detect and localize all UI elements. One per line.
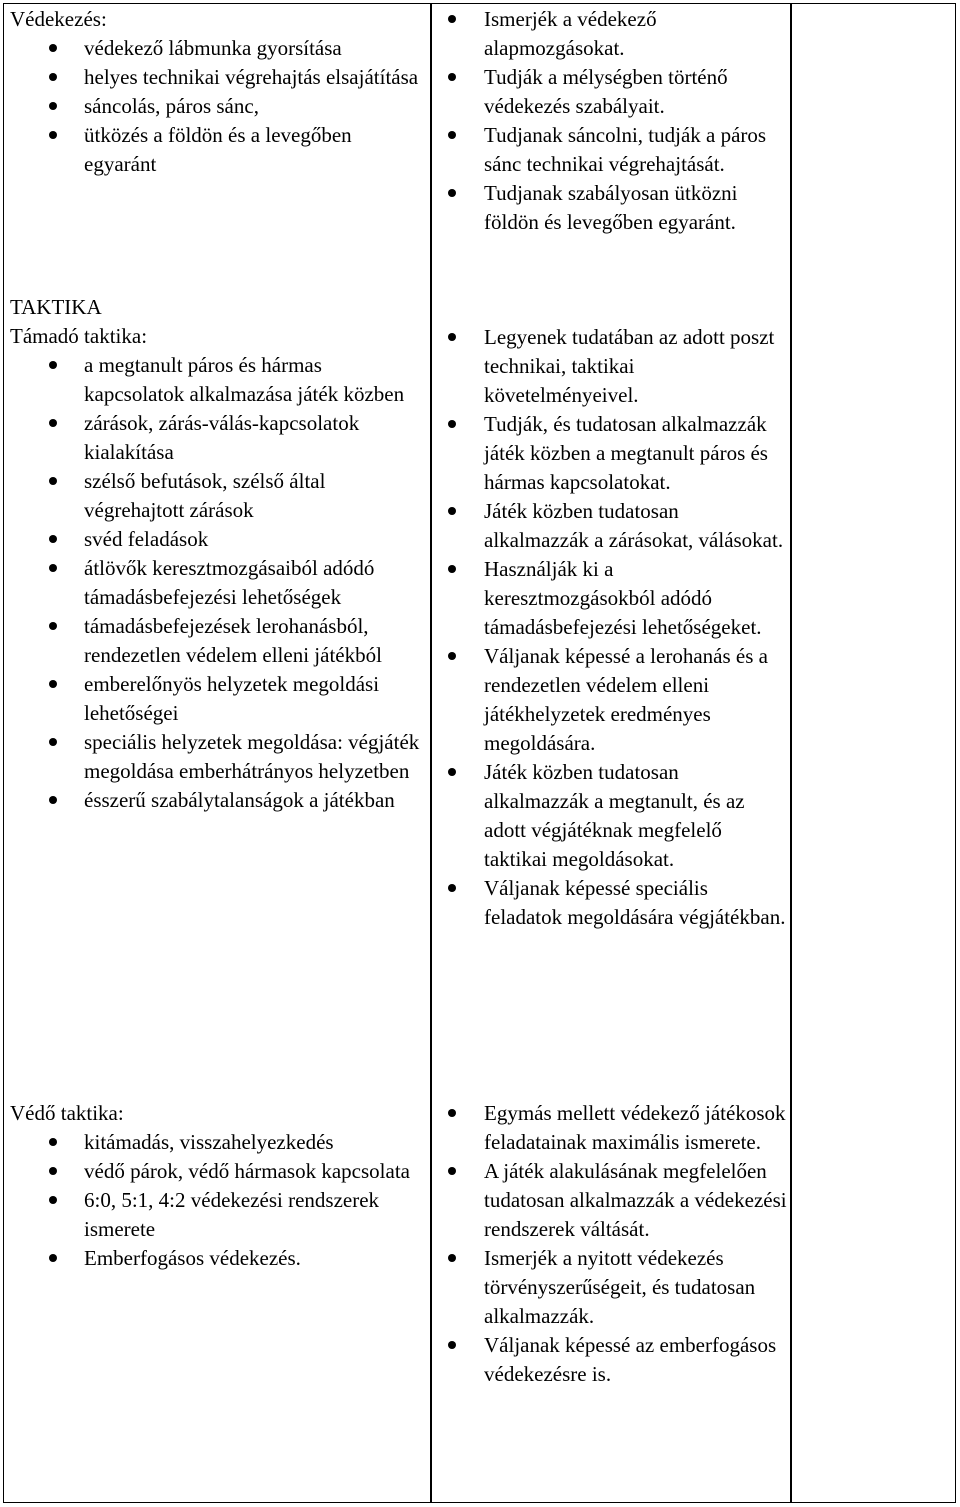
bullet-list <box>440 323 788 932</box>
list-item: emberelőnyös helyzetek megoldási lehetőségei <box>10 670 422 728</box>
list-item: ésszerű szabálytalanságok a játékban <box>10 786 422 815</box>
section-subheading: Támadó taktika: <box>10 324 148 348</box>
bullet-list <box>10 1128 422 1273</box>
list-item: Váljanak képessé a lerohanás és a rendezetlen védelem elleni játékhelyzetek eredményes megoldására. <box>440 642 788 758</box>
list-item: támadásbefejezések lerohanásból, rendezetlen védelem elleni játékból <box>10 612 422 670</box>
column-divider-2 <box>790 3 792 1503</box>
list-item: kitámadás, visszahelyezkedés <box>10 1128 422 1157</box>
list-item: Tudjanak szabályosan ütközni földön és levegőben egyaránt. <box>440 179 788 237</box>
bullet-list <box>440 5 788 237</box>
attack-outcomes-block <box>440 323 788 932</box>
list-item: speciális helyzetek megoldása: végjáték megoldása emberhátrányos helyzetben <box>10 728 422 786</box>
list-item: zárások, zárás-válás-kapcsolatok kialakítása <box>10 409 422 467</box>
section-heading: TAKTIKA <box>10 295 102 319</box>
bullet-list <box>440 1099 788 1389</box>
list-item: Emberfogásos védekezés. <box>10 1244 422 1273</box>
list-item: Tudják, és tudatosan alkalmazzák játék közben a megtanult páros és hármas kapcsolatokat. <box>440 410 788 497</box>
list-item: 6:0, 5:1, 4:2 védekezési rendszerek ismerete <box>10 1186 422 1244</box>
list-item: Használják ki a keresztmozgásokból adódó támadásbefejezési lehetőségeket. <box>440 555 788 642</box>
defense-tactics-outcomes-block <box>440 1099 788 1389</box>
attack-tactics-block <box>10 293 422 815</box>
section-heading: Védő taktika: <box>10 1101 124 1125</box>
list-item: Váljanak képessé speciális feladatok megoldására végjátékban. <box>440 874 788 932</box>
list-item: Tudjanak sáncolni, tudják a páros sánc technikai végrehajtását. <box>440 121 788 179</box>
list-item: védekező lábmunka gyorsítása <box>10 34 422 63</box>
list-item: svéd feladások <box>10 525 422 554</box>
bullet-list <box>10 351 422 815</box>
list-item: Egymás mellett védekező játékosok feladatainak maximális ismerete. <box>440 1099 788 1157</box>
list-item: Játék közben tudatosan alkalmazzák a megtanult, és az adott végjátéknak megfelelő taktikai megoldásokat. <box>440 758 788 874</box>
list-item: Váljanak képessé az emberfogásos védekezésre is. <box>440 1331 788 1389</box>
list-item: átlövők keresztmozgásaiból adódó támadásbefejezési lehetőségek <box>10 554 422 612</box>
defense-tactics-block <box>10 1099 422 1273</box>
list-item: a megtanult páros és hármas kapcsolatok alkalmazása játék közben <box>10 351 422 409</box>
column-divider-1 <box>430 3 432 1503</box>
bullet-list <box>10 34 422 179</box>
defense-technique-block <box>10 5 422 179</box>
list-item: A játék alakulásának megfelelően tudatosan alkalmazzák a védekezési rendszerek váltását. <box>440 1157 788 1244</box>
section-heading: Védekezés: <box>10 7 107 31</box>
list-item: védő párok, védő hármasok kapcsolata <box>10 1157 422 1186</box>
list-item: sáncolás, páros sánc, <box>10 92 422 121</box>
list-item: Tudják a mélységben történő védekezés szabályait. <box>440 63 788 121</box>
list-item: helyes technikai végrehajtás elsajátítása <box>10 63 422 92</box>
defense-outcomes-block <box>440 5 788 237</box>
list-item: Játék közben tudatosan alkalmazzák a zárásokat, válásokat. <box>440 497 788 555</box>
list-item: szélső befutások, szélső által végrehajtott zárások <box>10 467 422 525</box>
list-item: Ismerjék a nyitott védekezés törvényszerűségeit, és tudatosan alkalmazzák. <box>440 1244 788 1331</box>
list-item: Ismerjék a védekező alapmozgásokat. <box>440 5 788 63</box>
list-item: ütközés a földön és a levegőben egyaránt <box>10 121 422 179</box>
list-item: Legyenek tudatában az adott poszt technikai, taktikai követelményeivel. <box>440 323 788 410</box>
